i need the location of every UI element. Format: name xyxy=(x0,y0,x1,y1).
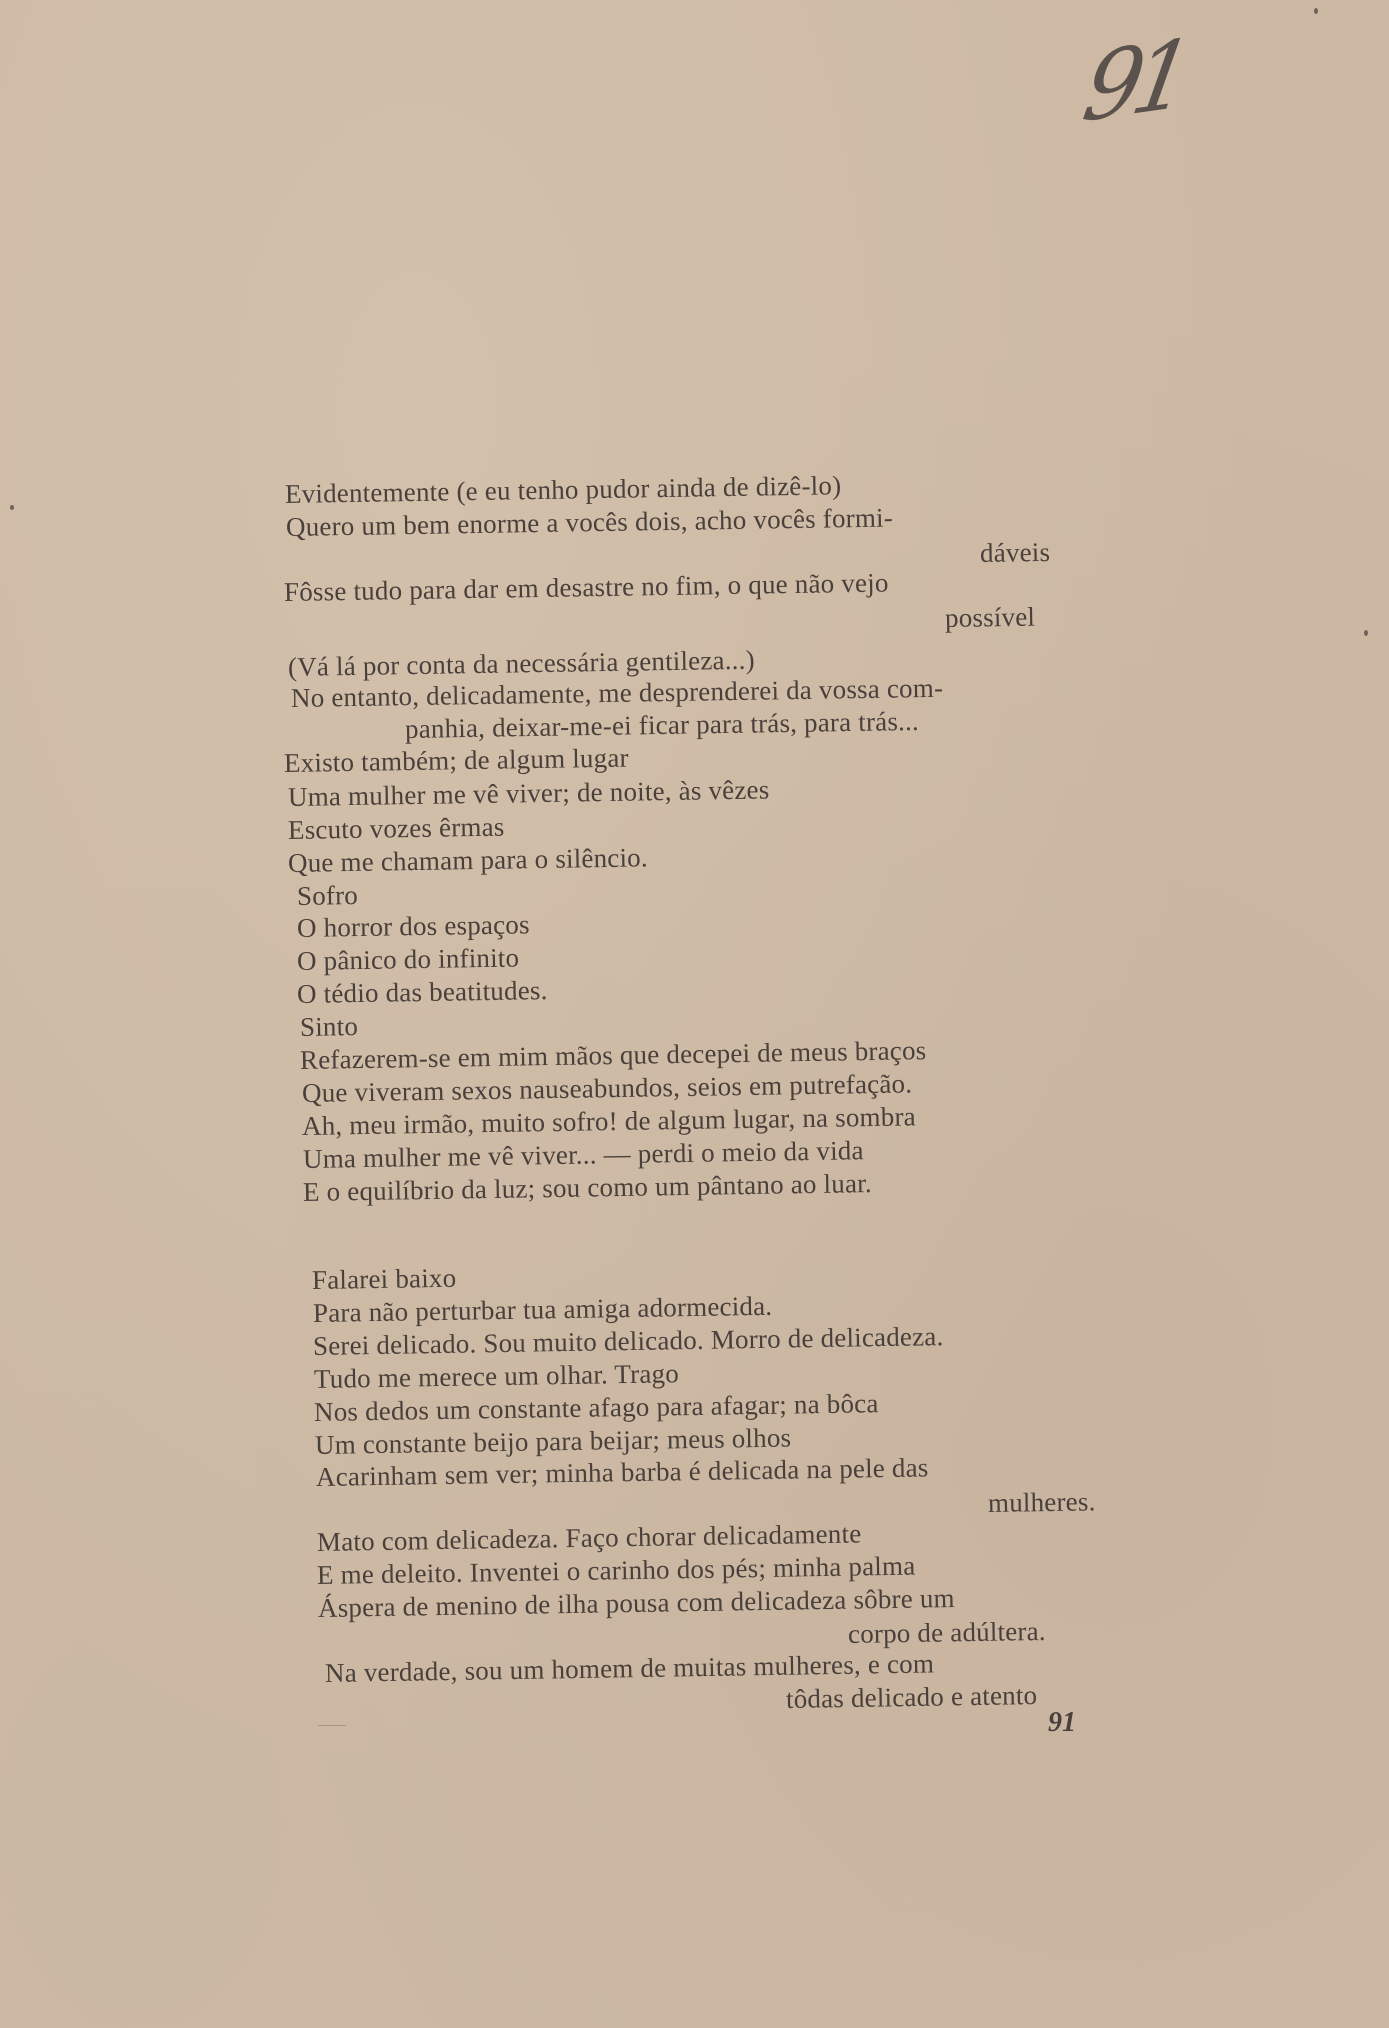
verse-line: Para não perturbar tua amiga adormecida. xyxy=(312,1290,773,1328)
paper-speck xyxy=(10,505,14,510)
verse-line: Que viveram sexos nauseabundos, seios em putrefação. xyxy=(301,1068,913,1108)
verse-line: E o equilíbrio da luz; sou como um pântano ao luar. xyxy=(302,1168,873,1207)
verse-line: O horror dos espaços xyxy=(296,909,530,943)
verse-line: O tédio das beatitudes. xyxy=(296,975,548,1009)
verse-line: Uma mulher me vê viver... — perdi o meio da vida xyxy=(302,1135,864,1174)
verse-line-continuation: possível xyxy=(944,601,1036,633)
verse-line-continuation: tôdas delicado e atento xyxy=(785,1680,1038,1714)
verse-line: Fôsse tudo para dar em desastre no fim, o que não vejo xyxy=(283,567,889,607)
verse-line: (Vá lá por conta da necessária gentileza...) xyxy=(287,644,755,682)
verse-line: Na verdade, sou um homem de muitas mulheres, e com xyxy=(324,1648,935,1688)
verse-line: O pânico do infinito xyxy=(296,942,520,976)
printed-page-number: 91 xyxy=(1048,1707,1076,1738)
verse-line-continuation: panhia, deixar-me-ei ficar para trás, para trás... xyxy=(404,705,920,744)
verse-line: Sinto xyxy=(299,1011,359,1042)
verse-line: Tudo me merece um olhar. Trago xyxy=(313,1358,680,1394)
verse-line: Serei delicado. Sou muito delicado. Morro de delicadeza. xyxy=(312,1321,944,1361)
verse-line: Evidentemente (e eu tenho pudor ainda de dizê-lo) xyxy=(284,470,842,509)
verse-line-continuation: mulheres. xyxy=(987,1486,1096,1518)
verse-line: Escuto vozes êrmas xyxy=(287,811,505,845)
stray-mark xyxy=(318,1725,346,1726)
verse-line: Áspera de menino de ilha pousa com delicadeza sôbre um xyxy=(317,1582,955,1623)
paper-speck xyxy=(1314,8,1318,14)
verse-line: Refazerem-se em mim mãos que decepei de meus braços xyxy=(299,1035,927,1075)
verse-line-continuation: corpo de adúltera. xyxy=(847,1615,1046,1649)
verse-line: Um constante beijo para beijar; meus olhos xyxy=(314,1422,792,1460)
verse-line: Acarinham sem ver; minha barba é delicada na pele das xyxy=(315,1452,929,1492)
paper-speck xyxy=(1364,630,1368,636)
handwritten-page-number: 91 xyxy=(1075,19,1192,144)
verse-line: Mato com delicadeza. Faço chorar delicadamente xyxy=(316,1518,862,1557)
verse-line: Sofro xyxy=(296,880,359,911)
verse-line: E me deleito. Inventei o carinho dos pés; minha palma xyxy=(316,1550,916,1590)
verse-line: Existo também; de algum lugar xyxy=(283,742,629,778)
verse-line: No entanto, delicadamente, me desprenderei da vossa com- xyxy=(290,672,944,713)
verse-line: Que me chamam para o silêncio. xyxy=(287,842,649,878)
verse-line: Uma mulher me vê viver; de noite, às vêzes xyxy=(287,774,770,812)
verse-line: Quero um bem enorme a vocês dois, acho vocês formi- xyxy=(285,502,894,542)
verse-line: Falarei baixo xyxy=(311,1262,457,1295)
verse-line: Ah, meu irmão, muito sofro! de algum lugar, na sombra xyxy=(301,1101,917,1141)
verse-line: Nos dedos um constante afago para afagar; na bôca xyxy=(313,1388,879,1427)
verse-line-continuation: dáveis xyxy=(979,536,1051,568)
